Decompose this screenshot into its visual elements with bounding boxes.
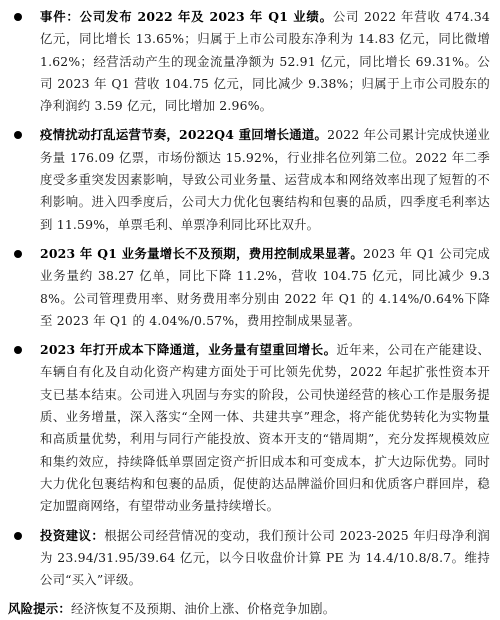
investment-advice-body: 根据公司经营情况的变动，我们预计公司 2023-2025 年归母净利润为 23.94/31.95/39.64 亿元，以今日收盘价计算 PE 为 14.4/10.8/8.7。维持公司“买入”评级。 <box>40 527 490 588</box>
bullet-icon <box>14 250 22 258</box>
cost-decline-item <box>6 339 490 517</box>
q1-expense-heading: 2023 年 Q1 业务量增长不及预期，费用控制成果显著。 <box>40 245 364 261</box>
cost-decline-heading: 2023 年打开成本下降通道，业务量有望重回增长。 <box>40 342 337 358</box>
bullet-icon <box>14 13 22 21</box>
event-body: 公司 2022 年营收 474.34 亿元，同比增长 13.65%；归属于上市公司股东净利为 14.83 亿元，同比微增 1.62%；经营活动产生的现金流量净额为 52.91 亿元，同比增长 69.31%。公司 2023 年 Q1 营收 104.75 亿元，同比减少 9.38%；归属于上市公司股东的净利润约 3.59 亿元，同比增加 2.96%。 <box>40 9 490 114</box>
risk-text: 经济恢复不及预期、油价上涨、价格竞争加剧。 <box>70 601 336 617</box>
q4-recovery-item <box>6 124 490 235</box>
event-heading: 事件：公司发布 2022 年及 2023 年 Q1 业绩。 <box>40 9 333 24</box>
q4-recovery-body: 2022 年公司累计完成快递业务量 176.09 亿票，市场份额达 15.92%，行业排名位列第二位。2022 年二季度受多重突发因素影响，导致公司业务量、运营成本和网络效率出现了短暂的不利影响。进入四季度后，公司大力优化包裹结构和包裹的品质，四季度毛利率达到 11.59%，单票毛利、单票净利同比环比双升。 <box>40 127 490 232</box>
risk-label: 风险提示： <box>8 601 71 617</box>
q1-expense-body: 2023 年 Q1 公司完成业务量约 38.27 亿单，同比下降 11.2%，营收 104.75 亿元，同比减少 9.38%。公司管理费用率、财务费用率分别由 2022 年 Q1 的 4.14%/0.64%下降至 2023 年 Q1 的 4.04%/0.57%，费用控制成果显著。 <box>40 245 490 328</box>
investment-advice-heading: 投资建议： <box>40 527 105 543</box>
q1-expense-item <box>6 243 490 332</box>
event-item <box>6 6 490 117</box>
cost-decline-body: 近年来，公司在产能建设、车辆自有化及自动化资产构建方面处于可比领先优势，2022 年起扩张性资本开支已基本结束。公司进入巩固与夯实的阶段，公司快递经营的核心工作是服务提质、业务增量，深入落实“全网一体、共建共享”理念，将产能优势转化为实物量和高质量优势，利用与同行产能投放、资本开支的“错周期”，充分发挥规模效应和集约效应，持续降低单票固定资产折旧成本和可变成本，扩大边际优势。同时大力优化包裹结构和包裹的品质，促使韵达品牌溢价回归和优质客户群回岸，稳定加盟商网络，有望带动业务量持续增长。 <box>40 342 490 514</box>
bullet-icon <box>14 346 22 354</box>
bullet-icon <box>14 131 22 139</box>
risk-warning <box>6 598 490 620</box>
investment-advice-item <box>6 525 490 592</box>
bullet-icon <box>14 532 22 540</box>
q4-recovery-heading: 疫情扰动打乱运营节奏，2022Q4 重回增长通道。 <box>40 127 328 143</box>
